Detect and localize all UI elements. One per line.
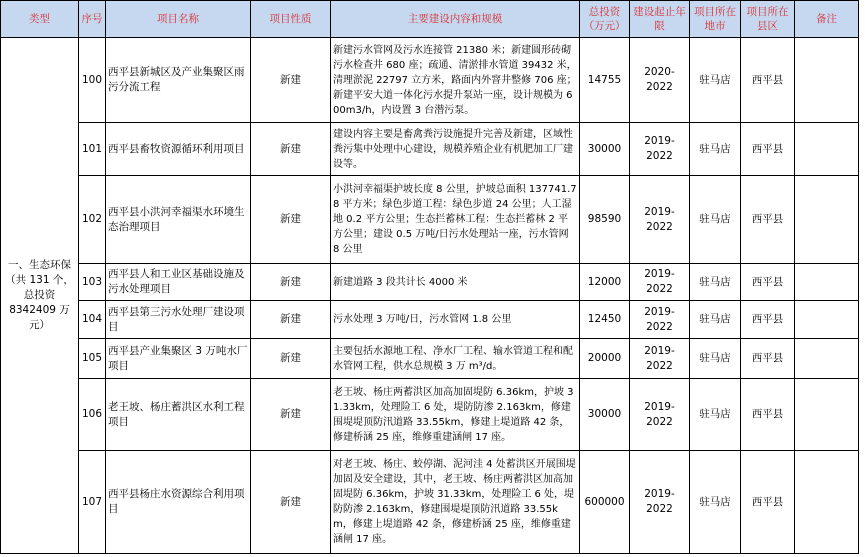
seq-cell: 102: [79, 176, 106, 264]
notes-cell: [795, 38, 859, 123]
project-name-cell: 西平县新城区及产业集聚区雨污分流工程: [106, 38, 251, 123]
content-cell: 新建道路 3 段共计长 4000 米: [331, 264, 580, 301]
seq-cell: 106: [79, 379, 106, 451]
city-cell: 驻马店: [690, 451, 741, 554]
header-content: 主要建设内容和规模: [331, 1, 580, 38]
county-cell: 西平县: [741, 176, 795, 264]
city-cell: 驻马店: [690, 301, 741, 339]
nature-cell: 新建: [251, 123, 331, 176]
notes-cell: [795, 123, 859, 176]
header-county: 项目所在县区: [741, 1, 795, 38]
nature-cell: 新建: [251, 264, 331, 301]
project-name-cell: 西平县小洪河幸福渠水环境生态治理项目: [106, 176, 251, 264]
table-row: [1, 379, 859, 451]
city-cell: 驻马店: [690, 176, 741, 264]
city-cell: 驻马店: [690, 38, 741, 123]
period-cell: 2020-2022: [630, 38, 690, 123]
investment-cell: 12000: [580, 264, 630, 301]
category-cell: 一、生态环保（共 131 个，总投资 8342409 万元）: [1, 38, 79, 554]
city-cell: 驻马店: [690, 339, 741, 379]
header-category: 类型: [1, 1, 79, 38]
content-cell: 主要包括水源地工程、净水厂工程、输水管道工程和配水管网工程，供水总规模 3 万 m³/d。: [331, 339, 580, 379]
investment-cell: 600000: [580, 451, 630, 554]
county-cell: 西平县: [741, 379, 795, 451]
content-cell: 污水处理 3 万吨/日，污水管网 1.8 公里: [331, 301, 580, 339]
header-notes: 备注: [795, 1, 859, 38]
county-cell: 西平县: [741, 301, 795, 339]
table-row: [1, 264, 859, 301]
period-cell: 2019-2022: [630, 123, 690, 176]
city-cell: 驻马店: [690, 264, 741, 301]
period-cell: 2019-2022: [630, 379, 690, 451]
project-name-cell: 西平县产业集聚区 3 万吨水厂项目: [106, 339, 251, 379]
notes-cell: [795, 264, 859, 301]
seq-cell: 100: [79, 38, 106, 123]
project-name-cell: 老王坡、杨庄蓄洪区水利工程项目: [106, 379, 251, 451]
table-row: [1, 301, 859, 339]
content-cell: 小洪河幸福渠护坡长度 8 公里，护坡总面积 137741.78 平方米；绿色步道工程：绿色步道 24 公里；人工湿地 0.2 平方公里；生态拦蓄林工程：生态拦蓄林 2 平方公里；建设 0.5 万吨/日污水处理站一座，污水管网 8 公里: [331, 176, 580, 264]
seq-cell: 103: [79, 264, 106, 301]
header-row: [1, 1, 859, 38]
county-cell: 西平县: [741, 123, 795, 176]
content-cell: 老王坡、杨庄两蓄洪区加高加固堤防 6.36km，护坡 31.33km，处理险工 6 处，堤防防渗 2.163km，修建围堤堤顶防汛道路 33.55km，修建上堤道路 42 条，修建桥涵 25 座，维修重建涵闸 17 座。: [331, 379, 580, 451]
period-cell: 2019-2022: [630, 339, 690, 379]
table-row: [1, 451, 859, 554]
period-cell: 2019-2022: [630, 176, 690, 264]
content-cell: 建设内容主要是畜禽粪污设施提升完善及新建，区域性粪污集中处理中心建设，规模养殖企业有机肥加工厂建设等。: [331, 123, 580, 176]
nature-cell: 新建: [251, 451, 331, 554]
notes-cell: [795, 379, 859, 451]
header-name: 项目名称: [106, 1, 251, 38]
period-cell: 2019-2022: [630, 264, 690, 301]
content-cell: 新建污水管网及污水连接管 21380 米；新建圆形砖砌污水检查井 680 座；疏通、清淤排水管道 39432 米，清理淤泥 22797 立方米，路面内外窨井整修 706 座；新建平安大道一体化污水提升泵站一座，设计规模为 600m3/h，内设置 3 台潜污泵。: [331, 38, 580, 123]
table-row: [1, 38, 859, 123]
investment-cell: 30000: [580, 379, 630, 451]
notes-cell: [795, 451, 859, 554]
header-investment: 总投资（万元）: [580, 1, 630, 38]
notes-cell: [795, 339, 859, 379]
project-name-cell: 西平县杨庄水资源综合利用项目: [106, 451, 251, 554]
content-cell: 对老王坡、杨庄、蛟停湖、泥河洼 4 处蓄洪区开展围堤加固及安全建设，其中，老王坡、杨庄两蓄洪区加高加固堤防 6.36km，护坡 31.33km，处理险工 6 处，堤防防渗 2.163km，修建围堤堤顶防汛道路 33.55km，修建上堤道路 42 条，修建桥涵 25 座，维修重建涵闸 17 座。: [331, 451, 580, 554]
investment-cell: 14755: [580, 38, 630, 123]
investment-cell: 20000: [580, 339, 630, 379]
period-cell: 2019-2022: [630, 451, 690, 554]
nature-cell: 新建: [251, 176, 331, 264]
table-row: [1, 176, 859, 264]
city-cell: 驻马店: [690, 123, 741, 176]
county-cell: 西平县: [741, 264, 795, 301]
investment-cell: 12450: [580, 301, 630, 339]
table-row: [1, 123, 859, 176]
city-cell: 驻马店: [690, 379, 741, 451]
county-cell: 西平县: [741, 38, 795, 123]
header-period: 建设起止年限: [630, 1, 690, 38]
county-cell: 西平县: [741, 339, 795, 379]
project-name-cell: 西平县畜牧资源循环利用项目: [106, 123, 251, 176]
period-cell: 2019-2022: [630, 301, 690, 339]
nature-cell: 新建: [251, 301, 331, 339]
header-seq: 序号: [79, 1, 106, 38]
table-row: [1, 339, 859, 379]
investment-cell: 30000: [580, 123, 630, 176]
nature-cell: 新建: [251, 339, 331, 379]
seq-cell: 101: [79, 123, 106, 176]
notes-cell: [795, 176, 859, 264]
county-cell: 西平县: [741, 451, 795, 554]
nature-cell: 新建: [251, 38, 331, 123]
seq-cell: 107: [79, 451, 106, 554]
project-name-cell: 西平县第三污水处理厂建设项目: [106, 301, 251, 339]
header-nature: 项目性质: [251, 1, 331, 38]
nature-cell: 新建: [251, 379, 331, 451]
seq-cell: 104: [79, 301, 106, 339]
seq-cell: 105: [79, 339, 106, 379]
header-location: 项目所在地市: [690, 1, 741, 38]
investment-cell: 98590: [580, 176, 630, 264]
project-name-cell: 西平县人和工业区基础设施及污水处理项目: [106, 264, 251, 301]
notes-cell: [795, 301, 859, 339]
